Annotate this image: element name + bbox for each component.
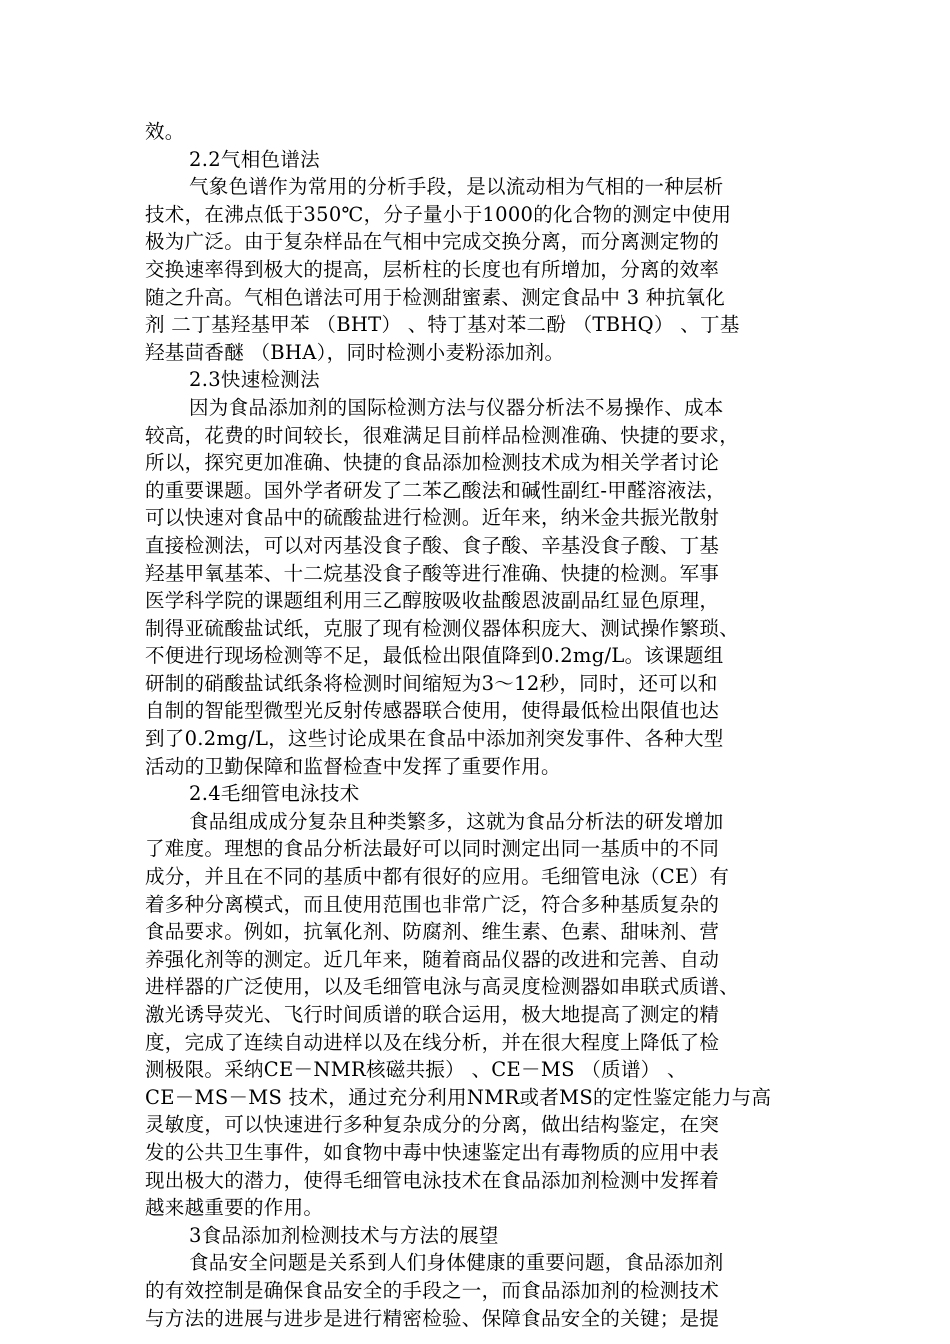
text-line: 测极限。采纳CE－NMR核磁共振） 、CE－MS （质谱） 、 <box>145 1058 687 1082</box>
text-line: 到了0.2mg/L，这些讨论成果在食品中添加剂突发事件、各种大型 <box>145 727 724 751</box>
text-line: 可以快速对食品中的硫酸盐进行检测。近年来，纳米金共振光散射 <box>145 506 720 530</box>
text-line: 活动的卫勤保障和监督检查中发挥了重要作用。 <box>145 754 561 778</box>
text-line: 直接检测法，可以对丙基没食子酸、食子酸、辛基没食子酸、丁基 <box>145 533 720 557</box>
text-line: 2.2气相色谱法 <box>189 147 320 171</box>
text-line: 不便进行现场检测等不足，最低检出限值降到0.2mg/L。该课题组 <box>145 644 724 668</box>
text-line: 食品组成成分复杂且种类繁多，这就为食品分析法的研发增加 <box>189 809 724 833</box>
text-line: 食品安全问题是关系到人们身体健康的重要问题，食品添加剂 <box>189 1251 724 1275</box>
text-line: 发的公共卫生事件，如食物中毒中快速鉴定出有毒物质的应用中表 <box>145 1140 720 1164</box>
text-line: 自制的智能型微型光反射传感器联合使用，使得最低检出限值也达 <box>145 699 720 723</box>
text-line: 3食品添加剂检测技术与方法的展望 <box>189 1223 499 1247</box>
text-line: 2.3快速检测法 <box>189 368 320 392</box>
text-line: 羟基茴香醚 （BHA），同时检测小麦粉添加剂。 <box>145 340 565 364</box>
text-line: 气象色谱作为常用的分析手段，是以流动相为气相的一种层析 <box>189 175 724 199</box>
text-line: 2.4毛细管电泳技术 <box>189 782 360 806</box>
text-line: 效。 <box>145 120 185 143</box>
text-line: 医学科学院的课题组利用三乙醇胺吸收盐酸恩波副品红显色原理， <box>145 589 720 613</box>
text-line: 制得亚硫酸盐试纸，克服了现有检测仪器体积庞大、测试操作繁琐、 <box>145 616 740 640</box>
text-line: 研制的硝酸盐试纸条将检测时间缩短为3～12秒，同时，还可以和 <box>145 671 718 695</box>
text-line: 与方法的进展与进步是进行精密检验、保障食品安全的关键；是提 <box>145 1306 720 1330</box>
text-line: 灵敏度，可以快速进行多种复杂成分的分离，做出结构鉴定，在突 <box>145 1113 720 1137</box>
text-line: 因为食品添加剂的国际检测方法与仪器分析法不易操作、成本 <box>189 395 724 419</box>
text-line: 所以，探究更加准确、快捷的食品添加检测技术成为相关学者讨论 <box>145 451 720 475</box>
text-line: 着多种分离模式，而且使用范围也非常广泛，符合多种基质复杂的 <box>145 892 720 916</box>
text-line: CE－MS－MS 技术，通过充分利用NMR或者MS的定性鉴定能力与高 <box>145 1085 772 1109</box>
text-line: 交换速率得到极大的提高，层析柱的长度也有所增加，分离的效率 <box>145 257 720 281</box>
text-line: 技术，在沸点低于350℃，分子量小于1000的化合物的测定中使用 <box>145 202 732 226</box>
document-body <box>145 118 805 1332</box>
text-line: 激光诱导荧光、飞行时间质谱的联合运用，极大地提高了测定的精 <box>145 1003 720 1026</box>
text-line: 度，完成了连续自动进样以及在线分析，并在很大程度上降低了检 <box>145 1030 720 1054</box>
text-line: 随之升高。气相色谱法可用于检测甜蜜素、测定食品中 3 种抗氧化 <box>145 285 726 309</box>
text-line: 较高，花费的时间较长，很难满足目前样品检测准确、快捷的要求， <box>145 423 740 447</box>
text-line: 的有效控制是确保食品安全的手段之一，而食品添加剂的检测技术 <box>145 1278 720 1302</box>
text-line: 极为广泛。由于复杂样品在气相中完成交换分离，而分离测定物的 <box>145 230 720 254</box>
text-line: 食品要求。例如，抗氧化剂、防腐剂、维生素、色素、甜味剂、营 <box>145 920 720 944</box>
text-line: 进样器的广泛使用，以及毛细管电泳与高灵度检测器如串联式质谱、 <box>145 975 740 999</box>
text-line: 剂 二丁基羟基甲苯 （BHT） 、特丁基对苯二酚 （TBHQ） 、丁基 <box>145 313 740 337</box>
text-line: 越来越重要的作用。 <box>145 1196 324 1220</box>
text-line: 了难度。理想的食品分析法最好可以同时测定出同一基质中的不同 <box>145 837 720 861</box>
text-line: 的重要课题。国外学者研发了二苯乙酸法和碱性副红-甲醛溶液法， <box>145 478 727 502</box>
text-line: 成分，并且在不同的基质中都有很好的应用。毛细管电泳（CE）有 <box>145 865 730 889</box>
text-line: 羟基甲氧基苯、十二烷基没食子酸等进行准确、快捷的检测。军事 <box>145 561 720 585</box>
text-line: 现出极大的潜力，使得毛细管电泳技术在食品添加剂检测中发挥着 <box>145 1168 720 1192</box>
text-line: 养强化剂等的测定。近几年来，随着商品仪器的改进和完善、自动 <box>145 947 720 971</box>
